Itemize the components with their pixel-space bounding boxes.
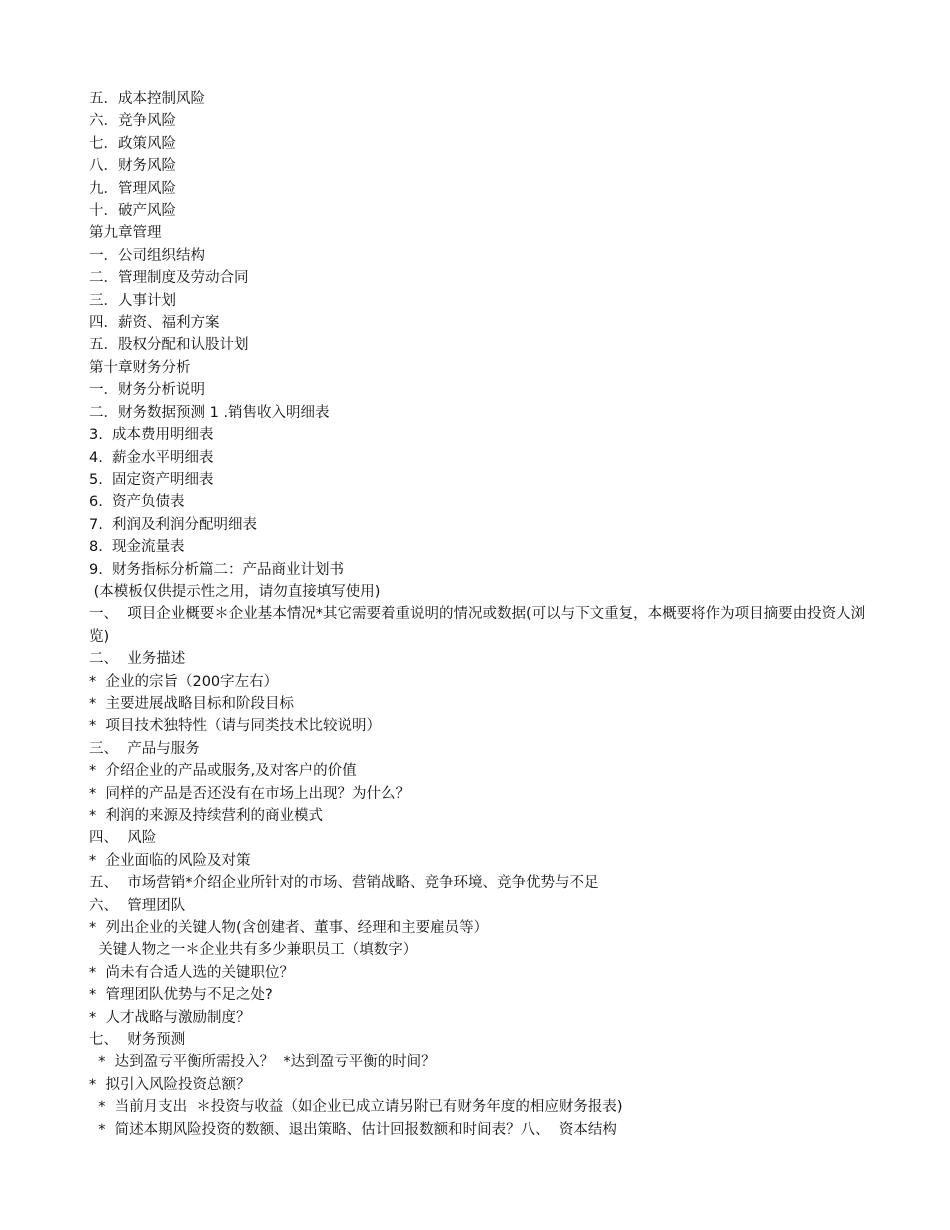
text-line: 八．财务风险 bbox=[89, 158, 176, 175]
template-note: (本模板仅供提示性之用，请勿直接填写使用) bbox=[89, 583, 381, 600]
section-heading: 三、 产品与服务 bbox=[89, 740, 200, 757]
section-heading: 四、 风险 bbox=[89, 830, 157, 847]
bullet-item: * 人才战略与激励制度？ bbox=[89, 1009, 251, 1026]
section-heading: 五、 市场营销*介绍企业所针对的市场、营销战略、竞争环境、竞争优势与不足 bbox=[89, 875, 599, 892]
text-line: 3. 成本费用明细表 bbox=[89, 427, 214, 444]
text-line: 一．公司组织结构 bbox=[89, 247, 205, 264]
text-line: 关键人物之一＊企业共有多少兼职员工（填数字） bbox=[89, 942, 418, 959]
section-heading: 六、 管理团队 bbox=[89, 897, 186, 914]
chapter-heading: 第九章管理 bbox=[89, 225, 162, 242]
text-line: 二．财务数据预测 1 .销售收入明细表 bbox=[89, 404, 330, 421]
bullet-item: * 尚未有合适人选的关键职位？ bbox=[89, 964, 294, 981]
bullet-item: * 简述本期风险投资的数额、退出策略、估计回报数额和时间表？八、 资本结构 bbox=[89, 1121, 617, 1138]
bullet-item: * 企业面临的风险及对策 bbox=[89, 852, 251, 869]
text-line: 5. 固定资产明细表 bbox=[89, 471, 214, 488]
text-line: 7. 利润及利润分配明细表 bbox=[89, 516, 258, 533]
text-line: 6. 资产负债表 bbox=[89, 494, 185, 511]
section-heading: 二、 业务描述 bbox=[89, 651, 186, 668]
bullet-item: * 拟引入风险投资总额？ bbox=[89, 1076, 251, 1093]
text-line: 9. 财务指标分析篇二：产品商业计划书 bbox=[89, 561, 345, 578]
bullet-item: * 企业的宗旨（200字左右） bbox=[89, 673, 279, 690]
text-line: 七．政策风险 bbox=[89, 135, 176, 152]
bullet-item: * 当前月支出 ＊投资与收益（如企业已成立请另附已有财务年度的相应财务报表) bbox=[89, 1099, 623, 1116]
text-line: 4. 薪金水平明细表 bbox=[89, 449, 214, 466]
bullet-item: * 列出企业的关键人物(含创建者、董事、经理和主要雇员等） bbox=[89, 920, 489, 937]
document-body bbox=[89, 88, 869, 1141]
bullet-item: * 项目技术独特性（请与同类技术比较说明） bbox=[89, 718, 381, 735]
bullet-item: * 主要进展战略目标和阶段目标 bbox=[89, 695, 294, 712]
text-line: 六．竞争风险 bbox=[89, 113, 176, 130]
text-line: 二．管理制度及劳动合同 bbox=[89, 270, 249, 287]
section-heading: 七、 财务预测 bbox=[89, 1032, 186, 1049]
text-line: 四．薪资、福利方案 bbox=[89, 315, 220, 332]
bullet-item: * 管理团队优势与不足之处? bbox=[89, 987, 273, 1004]
text-line: 8. 现金流量表 bbox=[89, 539, 185, 556]
chapter-heading: 第十章财务分析 bbox=[89, 359, 191, 376]
text-line: 五．股权分配和认股计划 bbox=[89, 337, 249, 354]
text-line: 九．管理风险 bbox=[89, 180, 176, 197]
text-line: 一、 项目企业概要＊企业基本情况*其它需要着重说明的情况或数据(可以与下文重复，本概要将作为项目摘要由投资人浏览) bbox=[89, 606, 866, 645]
bullet-item: * 同样的产品是否还没有在市场上出现？为什么？ bbox=[89, 785, 410, 802]
bullet-item: * 介绍企业的产品或服务,及对客户的价值 bbox=[89, 763, 357, 780]
bullet-item: * 达到盈亏平衡所需投入？ *达到盈亏平衡的时间？ bbox=[89, 1054, 436, 1071]
bullet-item: * 利润的来源及持续营利的商业模式 bbox=[89, 808, 323, 824]
text-line: 一．财务分析说明 bbox=[89, 382, 205, 399]
text-line: 十．破产风险 bbox=[89, 203, 176, 220]
text-line: 三．人事计划 bbox=[89, 292, 176, 309]
text-line: 五．成本控制风险 bbox=[89, 91, 205, 107]
